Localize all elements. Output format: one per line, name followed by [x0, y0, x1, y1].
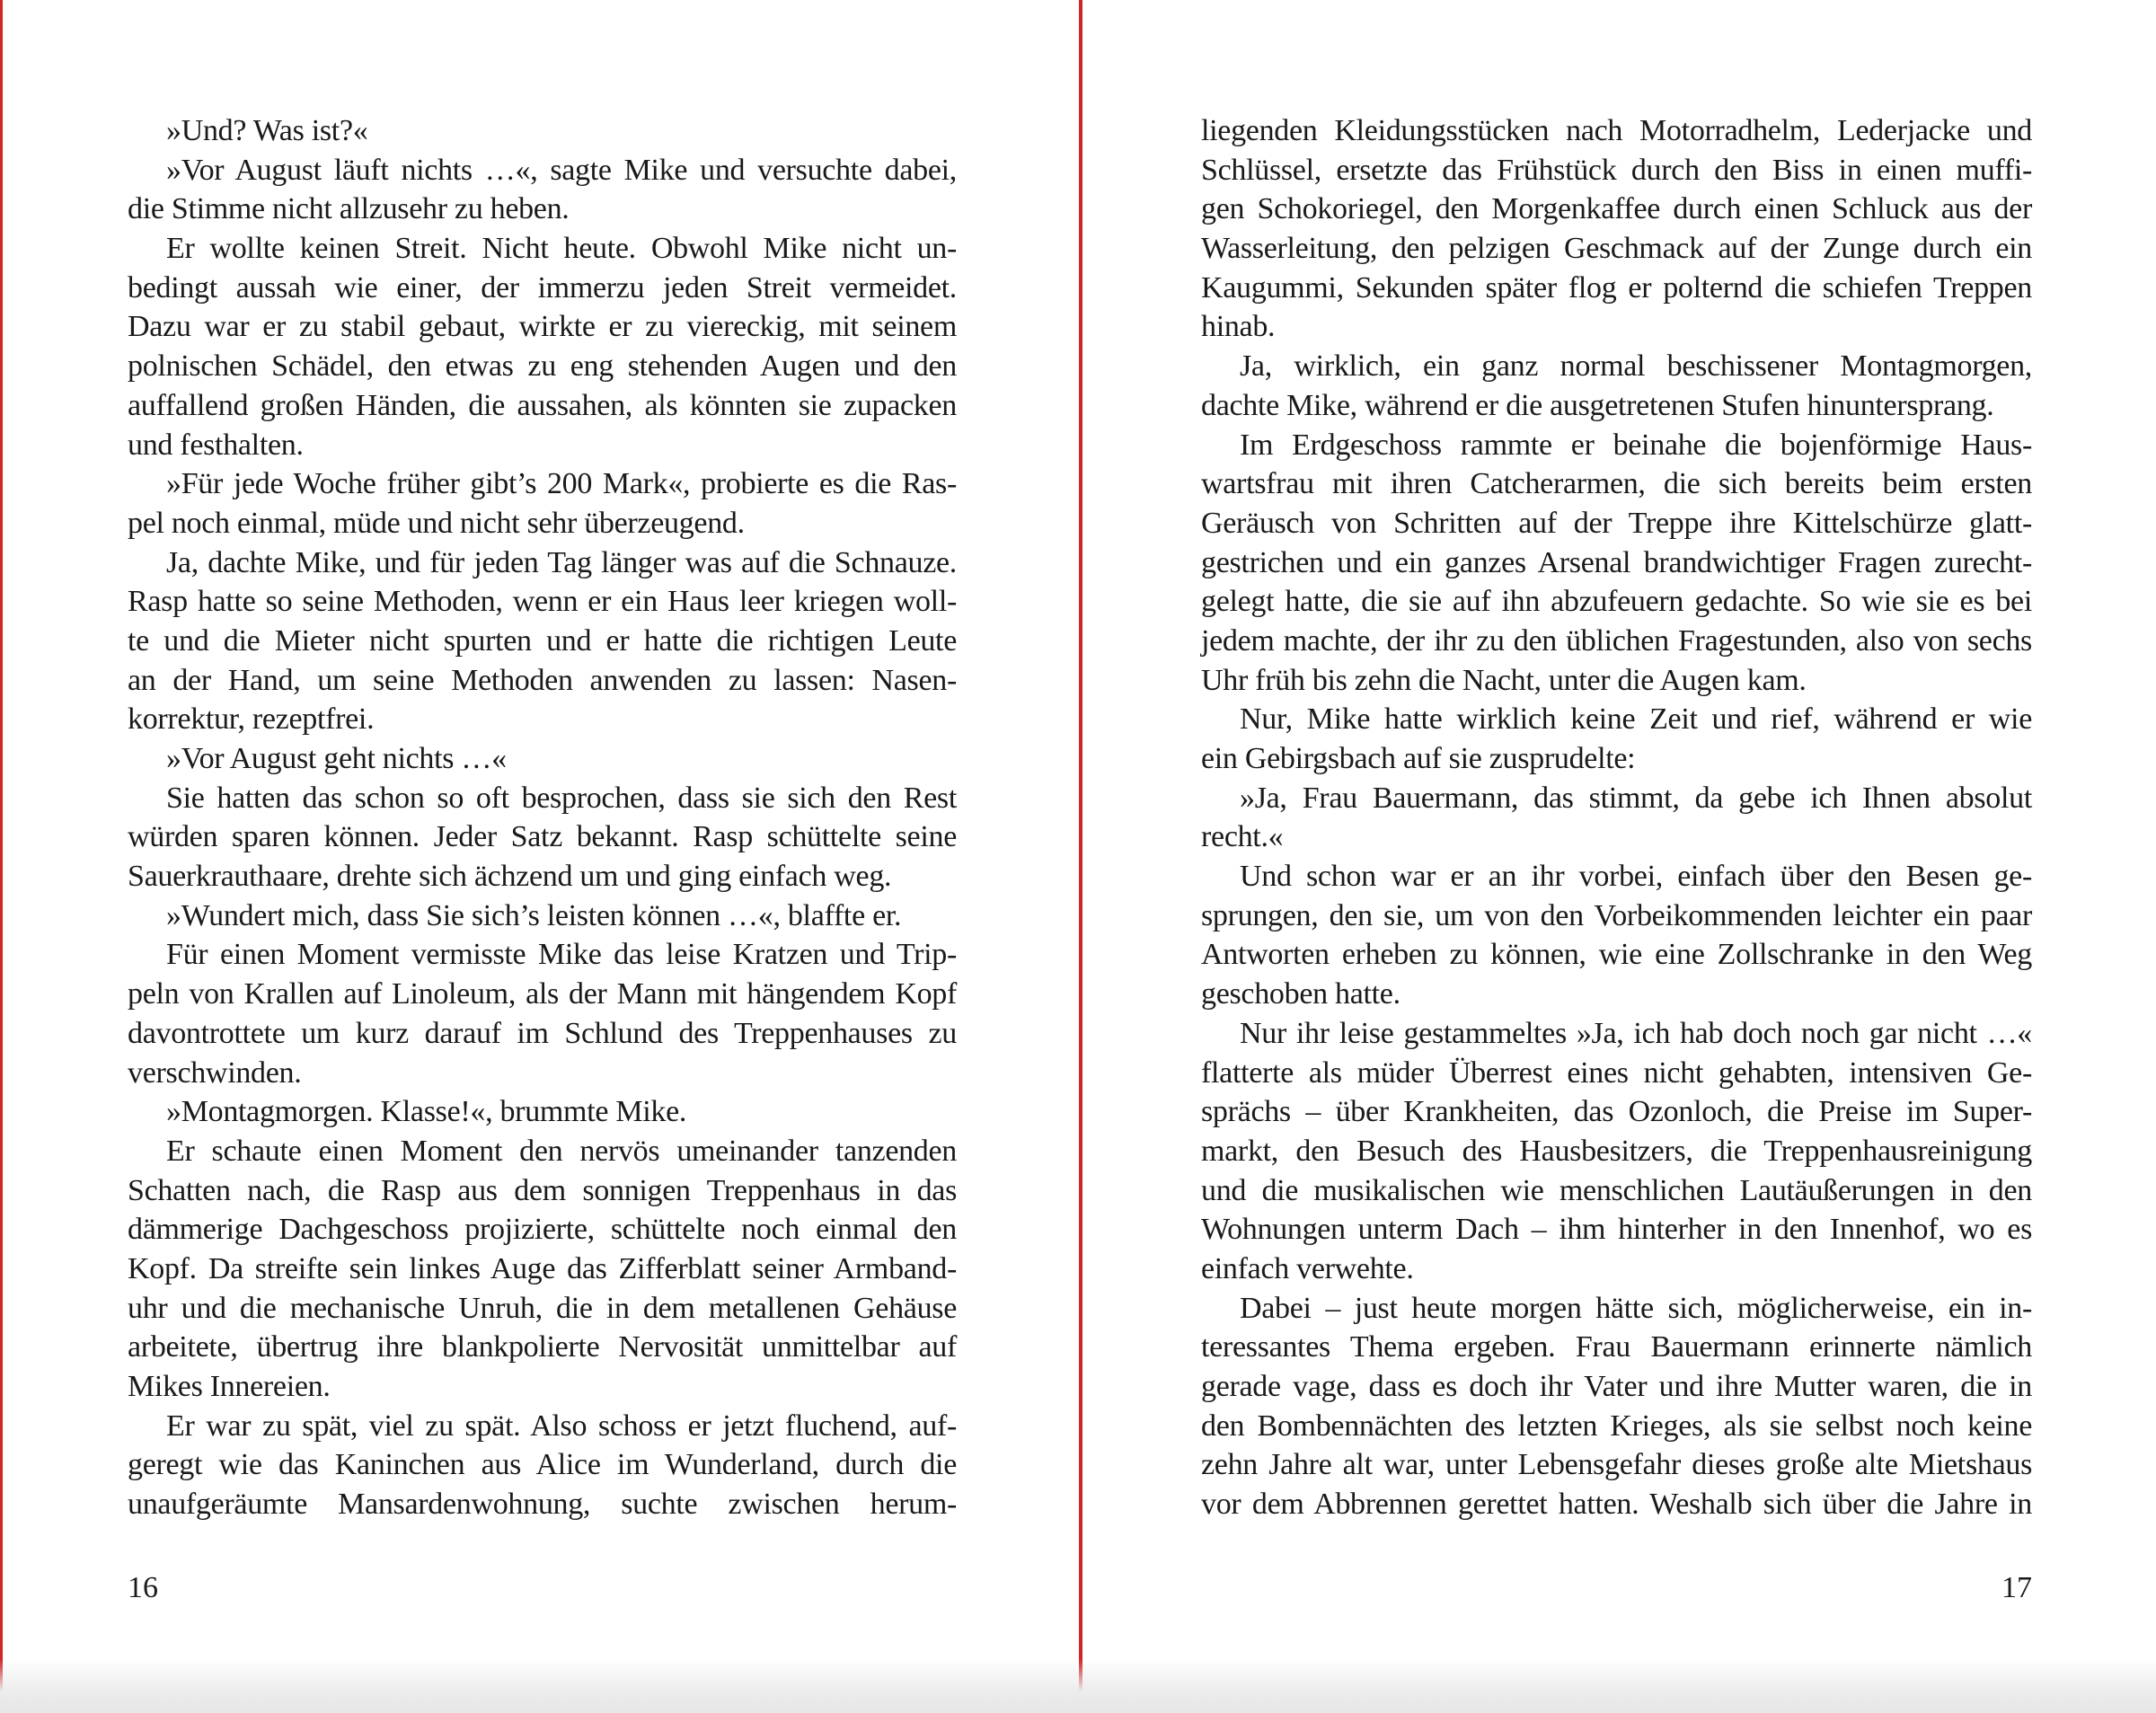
text-line: Er wollte keinen Streit. Nicht heute. Obwohl Mike nicht un- [166, 232, 957, 266]
text-line: Schatten nach, die Rasp aus dem sonnigen Treppenhaus in das [128, 1173, 957, 1207]
text-line: Nur, Mike hatte wirklich keine Zeit und rief, während er wie [1240, 702, 2032, 737]
text-line: Mikes Innereien. [128, 1370, 331, 1403]
text-line: gen Schokoriegel, den Morgenkaffee durch einen Schluck aus der [1201, 192, 2032, 226]
text-line: Nur ihr leise gestammeltes »Ja, ich hab doch noch gar nicht …« [1240, 1016, 2032, 1050]
text-line: die Stimme nicht allzusehr zu heben. [128, 192, 570, 226]
text-line: jedem machte, der ihr zu den üblichen Fragestunden, also von sechs [1201, 623, 2032, 658]
bottom-shadow [0, 1659, 2156, 1713]
text-line: wartsfrau mit ihren Catcherarmen, die sich bereits beim ersten [1201, 467, 2032, 501]
text-line: »Vor August läuft nichts …«, sagte Mike und versuchte dabei, [166, 153, 957, 187]
text-line: uhr und die mechanische Unruh, die in dem metallenen Gehäuse [128, 1291, 957, 1325]
text-line: Dazu war er zu stabil gebaut, wirkte er zu viereckig, mit seinem [128, 310, 957, 344]
page-edge-left [0, 0, 3, 1713]
text-line: dämmerige Dachgeschoss projizierte, schüttelte noch einmal den [128, 1213, 957, 1247]
text-line: verschwinden. [128, 1055, 302, 1090]
text-line: geregt wie das Kaninchen aus Alice im Wunderland, durch die [128, 1448, 957, 1482]
text-line: »Wundert mich, dass Sie sich’s leisten können …«, blaffte er. [166, 898, 902, 932]
right-page [1082, 0, 2156, 1713]
text-line: und die musikalischen wie menschlichen Lautäußerungen in den [1201, 1173, 2032, 1207]
text-line: Wohnungen unterm Dach – ihm hinterher in den Innenhof, wo es [1201, 1213, 2032, 1247]
text-line: an der Hand, um seine Methoden anwenden zu lassen: Nasen- [128, 663, 957, 697]
text-line: Schlüssel, ersetzte das Frühstück durch den Biss in einen muffi- [1201, 153, 2032, 187]
text-line: sprungen, den sie, um von den Vorbeikommenden leichter ein paar [1201, 898, 2032, 932]
text-line: »Vor August geht nichts …« [166, 742, 507, 775]
text-line: Rasp hatte so seine Methoden, wenn er ein Haus leer kriegen woll- [128, 585, 957, 619]
text-line: auffallend großen Händen, die aussahen, als könnten sie zupacken [128, 388, 957, 422]
book-gutter-divider [1079, 0, 1082, 1713]
text-line: Kaugummi, Sekunden später flog er polternd die schiefen Treppen [1201, 270, 2032, 305]
text-line: Uhr früh bis zehn die Nacht, unter die Augen kam. [1201, 663, 1807, 697]
text-line: liegenden Kleidungsstücken nach Motorradhelm, Lederjacke und [1201, 114, 2032, 147]
text-line: gelegt hatte, die sie auf ihn abzufeuern gedachte. So wie sie es bei [1201, 585, 2032, 619]
text-line: »Und? Was ist?« [166, 114, 368, 147]
text-line: flatterte als müder Überrest eines nicht gehabten, intensiven Ge- [1201, 1055, 2032, 1090]
text-line: gerade vage, dass es doch ihr Vater und ihre Mutter waren, die in [1201, 1370, 2032, 1403]
text-line: »Montagmorgen. Klasse!«, brummte Mike. [166, 1095, 687, 1129]
page-number-left: 16 [128, 1571, 158, 1604]
text-line: und festhalten. [128, 428, 304, 462]
text-line: Dabei – just heute morgen hätte sich, möglicherweise, ein in- [1240, 1291, 2032, 1325]
text-line: peln von Krallen auf Linoleum, als der Mann mit hängendem Kopf [128, 977, 957, 1011]
text-line: recht.« [1201, 820, 1284, 854]
text-line: teressantes Thema ergeben. Frau Bauermann erinnerte nämlich [1201, 1330, 2032, 1364]
text-line: Ja, dachte Mike, und für jeden Tag länger was auf die Schnauze. [166, 545, 957, 579]
text-line: markt, den Besuch des Hausbesitzers, die Treppenhausreinigung [1201, 1134, 2032, 1168]
text-line: würden sparen können. Jeder Satz bekannt. Rasp schüttelte seine [128, 820, 957, 854]
text-line: ein Gebirgsbach auf sie zusprudelte: [1201, 742, 1636, 775]
text-line: davontrottete um kurz darauf im Schlund des Treppenhauses zu [128, 1016, 957, 1050]
text-line: Für einen Moment vermisste Mike das leise Kratzen und Trip- [166, 938, 957, 972]
left-page-body [128, 111, 957, 1524]
text-line: polnischen Schädel, den etwas zu eng stehenden Augen und den [128, 349, 957, 384]
page-number-right: 17 [2001, 1571, 2032, 1604]
right-page-body [1201, 111, 2032, 1524]
text-line: Kopf. Da streifte sein linkes Auge das Zifferblatt seiner Armband- [128, 1251, 957, 1285]
text-line: unaufgeräumte Mansardenwohnung, suchte zwischen herum- [128, 1488, 957, 1522]
text-line: Er war zu spät, viel zu spät. Also schoss er jetzt fluchend, auf- [166, 1408, 957, 1443]
text-line: Im Erdgeschoss rammte er beinahe die bojenförmige Haus- [1240, 428, 2032, 462]
text-line: »Für jede Woche früher gibt’s 200 Mark«, probierte es die Ras- [166, 467, 957, 501]
text-line: sprächs – über Krankheiten, das Ozonloch, die Preise im Super- [1201, 1095, 2032, 1129]
text-line: Wasserleitung, den pelzigen Geschmack auf der Zunge durch ein [1201, 232, 2032, 266]
text-line: Und schon war er an ihr vorbei, einfach über den Besen ge- [1240, 860, 2032, 894]
text-line: Antworten erheben zu können, wie eine Zollschranke in den Weg [1201, 938, 2032, 972]
text-line: te und die Mieter nicht spurten und er hatte die richtigen Leute [128, 623, 957, 658]
text-line: Geräusch von Schritten auf der Treppe ihre Kittelschürze glatt- [1201, 506, 2032, 540]
text-line: Sauerkrauthaare, drehte sich ächzend um und ging einfach weg. [128, 860, 892, 894]
text-line: korrektur, rezeptfrei. [128, 702, 375, 737]
text-line: vor dem Abbrennen gerettet hatten. Weshalb sich über die Jahre in [1201, 1488, 2032, 1522]
text-line: dachte Mike, während er die ausgetretenen Stufen hinuntersprang. [1201, 388, 1994, 422]
text-line: »Ja, Frau Bauermann, das stimmt, da gebe ich Ihnen absolut [1240, 781, 2032, 815]
text-line: Sie hatten das schon so oft besprochen, dass sie sich den Rest [166, 781, 957, 815]
text-line: Ja, wirklich, ein ganz normal beschissener Montagmorgen, [1240, 349, 2032, 384]
text-line: pel noch einmal, müde und nicht sehr überzeugend. [128, 506, 745, 540]
text-line: zehn Jahre alt war, unter Lebensgefahr dieses große alte Mietshaus [1201, 1448, 2032, 1482]
text-line: Er schaute einen Moment den nervös umeinander tanzenden [166, 1134, 957, 1168]
text-line: bedingt aussah wie einer, der immerzu jeden Streit vermeidet. [128, 270, 957, 305]
text-line: geschoben hatte. [1201, 977, 1401, 1011]
text-line: hinab. [1201, 310, 1276, 344]
text-line: einfach verwehte. [1201, 1251, 1414, 1285]
text-line: arbeitete, übertrug ihre blankpolierte Nervosität unmittelbar auf [128, 1330, 957, 1364]
text-line: gestrichen und ein ganzes Arsenal brandwichtiger Fragen zurecht- [1201, 545, 2032, 579]
text-line: den Bombennächten des letzten Krieges, als sie selbst noch keine [1201, 1408, 2032, 1443]
